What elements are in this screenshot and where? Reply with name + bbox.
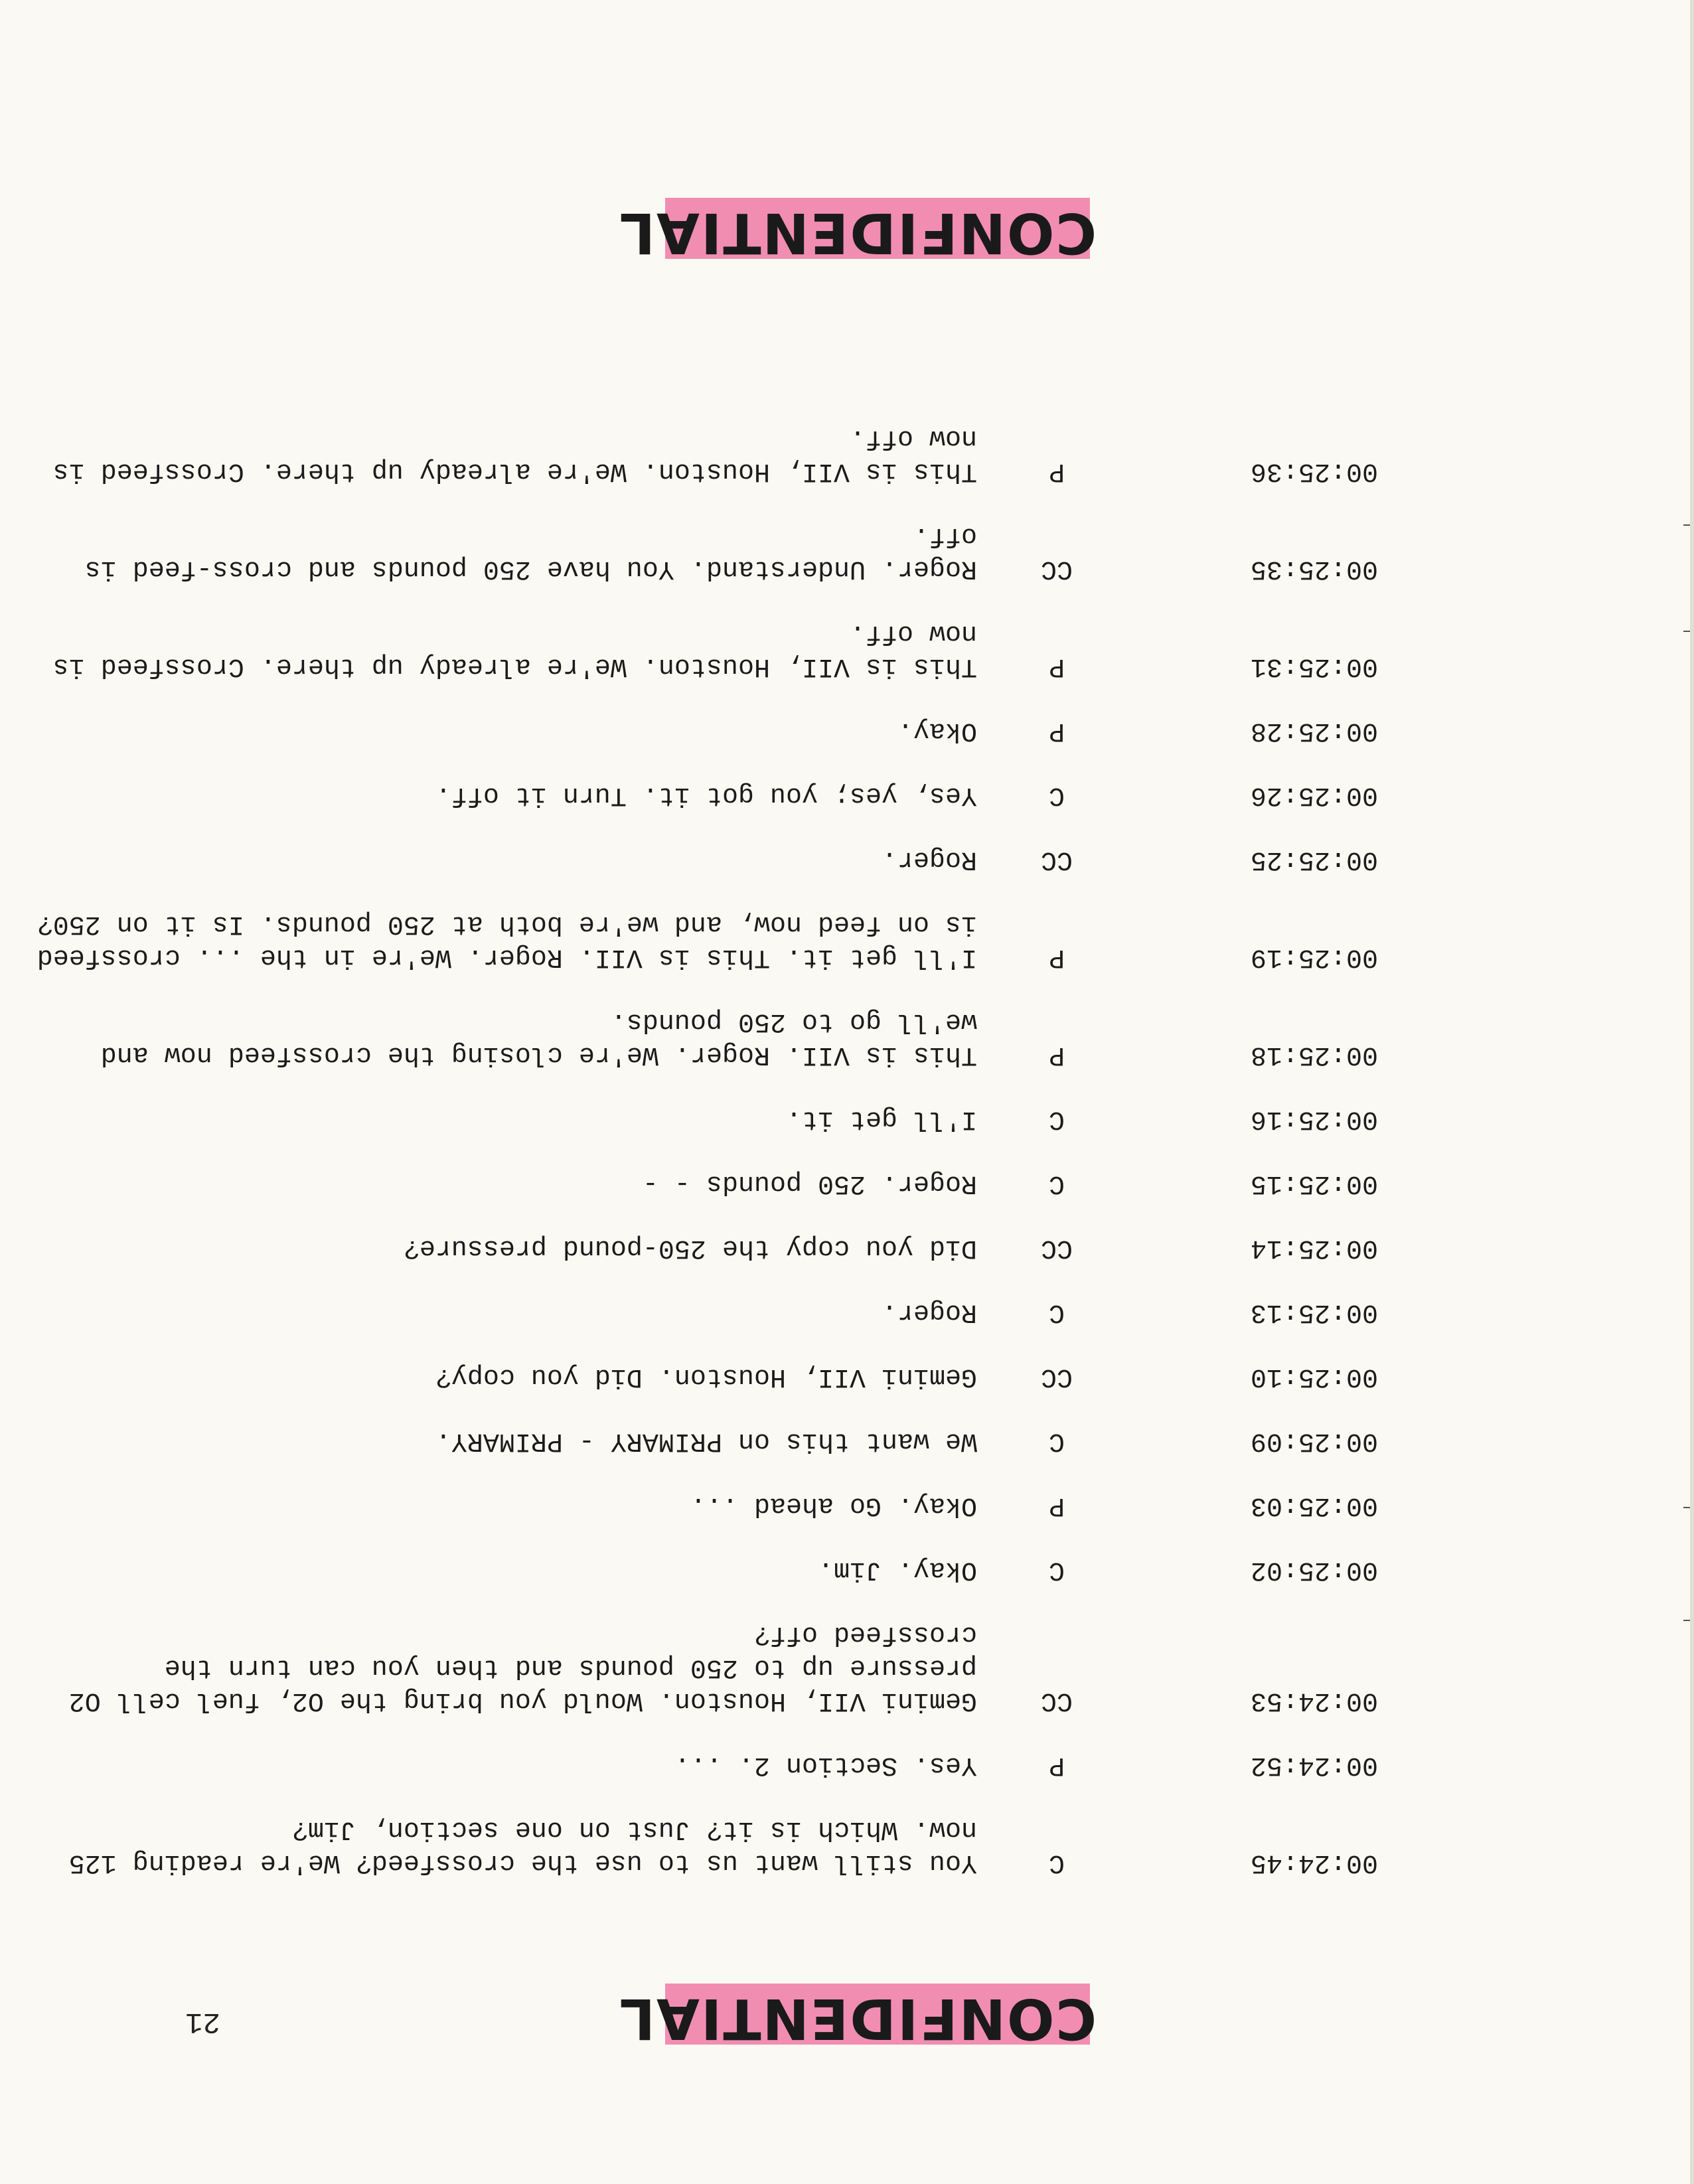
entry-speaker: C bbox=[1049, 1297, 1065, 1327]
entry-speaker: CC bbox=[1041, 1685, 1073, 1715]
entry-text: Gemini VII, Houston. Would you bring the O2, fuel cell O2 pressure up to 250 pounds and then you can turn the crossfeed off? bbox=[52, 1619, 977, 1715]
entry-text: Roger. bbox=[881, 844, 977, 874]
entry-speaker: C bbox=[1049, 1555, 1065, 1585]
entry-text: Okay. Jim. bbox=[817, 1555, 977, 1585]
transcript-entry bbox=[0, 421, 1694, 487]
transcript-entry bbox=[0, 1166, 1694, 1200]
transcript-entry bbox=[0, 1617, 1694, 1717]
margin-tick bbox=[1683, 524, 1690, 526]
entry-time: 00:25:26 bbox=[1250, 780, 1378, 810]
entry-text: This is VII, Houston. We're already up there. Crossfeed is now off. bbox=[37, 423, 977, 486]
entry-text: Okay. bbox=[897, 716, 977, 745]
entry-speaker: C bbox=[1049, 1426, 1065, 1456]
margin-tick bbox=[1683, 1620, 1690, 1621]
entry-speaker: P bbox=[1049, 651, 1065, 681]
entry-text: You still want us to use the crossfeed? We're reading 125 now. Which is it? Just on one section, Jim? bbox=[52, 1814, 977, 1877]
entry-time: 00:25:35 bbox=[1250, 554, 1378, 584]
entry-time: 00:25:18 bbox=[1250, 1040, 1378, 1069]
entry-text: Gemini VII, Houston. Did you copy? bbox=[435, 1362, 977, 1391]
entry-text: Roger. 250 pounds - - bbox=[642, 1168, 977, 1198]
entry-time: 00:25:02 bbox=[1250, 1555, 1378, 1585]
entry-text: Yes, yes; you got it. Turn it off. bbox=[435, 780, 977, 810]
transcript-entry bbox=[0, 1424, 1694, 1457]
transcript-entry bbox=[0, 1488, 1694, 1521]
transcript-entry bbox=[0, 518, 1694, 585]
transcript-entry bbox=[0, 1553, 1694, 1586]
transcript-entry bbox=[0, 1360, 1694, 1393]
entry-time: 00:25:10 bbox=[1250, 1362, 1378, 1391]
transcript-entry bbox=[0, 842, 1694, 876]
entry-text: This is VII, Houston. We're already up there. Crossfeed is now off. bbox=[37, 618, 977, 681]
transcript-entry bbox=[0, 1295, 1694, 1328]
entry-time: 00:25:16 bbox=[1250, 1104, 1378, 1134]
entry-time: 00:25:28 bbox=[1250, 716, 1378, 745]
entry-time: 00:25:31 bbox=[1250, 651, 1378, 681]
margin-tick bbox=[1683, 1507, 1690, 1508]
transcript-entry bbox=[0, 616, 1694, 682]
margin-tick bbox=[1683, 631, 1690, 632]
entry-speaker: C bbox=[1049, 1847, 1065, 1877]
entry-speaker: P bbox=[1049, 1490, 1065, 1520]
transcript-entry bbox=[0, 1004, 1694, 1071]
transcript bbox=[0, 390, 1694, 1879]
transcript-entry bbox=[0, 1231, 1694, 1264]
transcript-entry bbox=[0, 714, 1694, 747]
entry-time: 00:24:52 bbox=[1250, 1750, 1378, 1780]
transcript-entry bbox=[0, 1102, 1694, 1135]
entry-time: 00:24:45 bbox=[1250, 1847, 1378, 1877]
entry-text: Roger. Understand. You have 250 pounds and cross-feed is off. bbox=[68, 520, 977, 584]
entry-text: I'll get it. bbox=[785, 1104, 977, 1134]
entry-time: 00:25:13 bbox=[1250, 1297, 1378, 1327]
classification-stamp-top: CONFIDENTIAL bbox=[618, 1986, 1097, 2051]
transcript-entry bbox=[0, 1748, 1694, 1781]
transcript-entry bbox=[0, 1812, 1694, 1879]
entry-time: 00:25:25 bbox=[1250, 844, 1378, 874]
transcript-entry bbox=[0, 778, 1694, 811]
entry-speaker: C bbox=[1049, 780, 1065, 810]
entry-time: 00:25:36 bbox=[1250, 456, 1378, 486]
entry-text: Yes. Section 2. ... bbox=[674, 1750, 977, 1780]
entry-speaker: P bbox=[1049, 942, 1065, 972]
entry-time: 00:25:03 bbox=[1250, 1490, 1378, 1520]
entry-speaker: CC bbox=[1041, 1233, 1073, 1263]
classification-stamp-bottom: CONFIDENTIAL bbox=[618, 200, 1097, 266]
entry-speaker: P bbox=[1049, 1750, 1065, 1780]
entry-speaker: CC bbox=[1041, 554, 1073, 584]
entry-text: Did you copy the 250-pound pressure? bbox=[403, 1233, 977, 1263]
entry-text: This is VII. Roger. We're closing the crossfeed now and we'll go to 250 pounds. bbox=[84, 1006, 977, 1069]
entry-speaker: C bbox=[1049, 1104, 1065, 1134]
page-number: 21 bbox=[185, 2005, 220, 2038]
entry-speaker: CC bbox=[1041, 1362, 1073, 1391]
entry-text: I'll get it. This is VII. Roger. We're in the ... crossfeed is on feed now, and we're both at 250 pounds. Is it on 250? bbox=[21, 909, 977, 972]
entry-time: 00:25:15 bbox=[1250, 1168, 1378, 1198]
entry-time: 00:24:53 bbox=[1250, 1685, 1378, 1715]
entry-time: 00:25:19 bbox=[1250, 942, 1378, 972]
entry-speaker: P bbox=[1049, 456, 1065, 486]
entry-text: Okay. Go ahead ... bbox=[690, 1490, 977, 1520]
entry-time: 00:25:14 bbox=[1250, 1233, 1378, 1263]
entry-text: We want this on PRIMARY - PRIMARY. bbox=[435, 1426, 977, 1456]
transcript-entry bbox=[0, 907, 1694, 973]
entry-speaker: CC bbox=[1041, 844, 1073, 874]
entry-speaker: C bbox=[1049, 1168, 1065, 1198]
entry-time: 00:25:09 bbox=[1250, 1426, 1378, 1456]
entry-speaker: P bbox=[1049, 716, 1065, 745]
entry-speaker: P bbox=[1049, 1040, 1065, 1069]
entry-text: Roger. bbox=[881, 1297, 977, 1327]
